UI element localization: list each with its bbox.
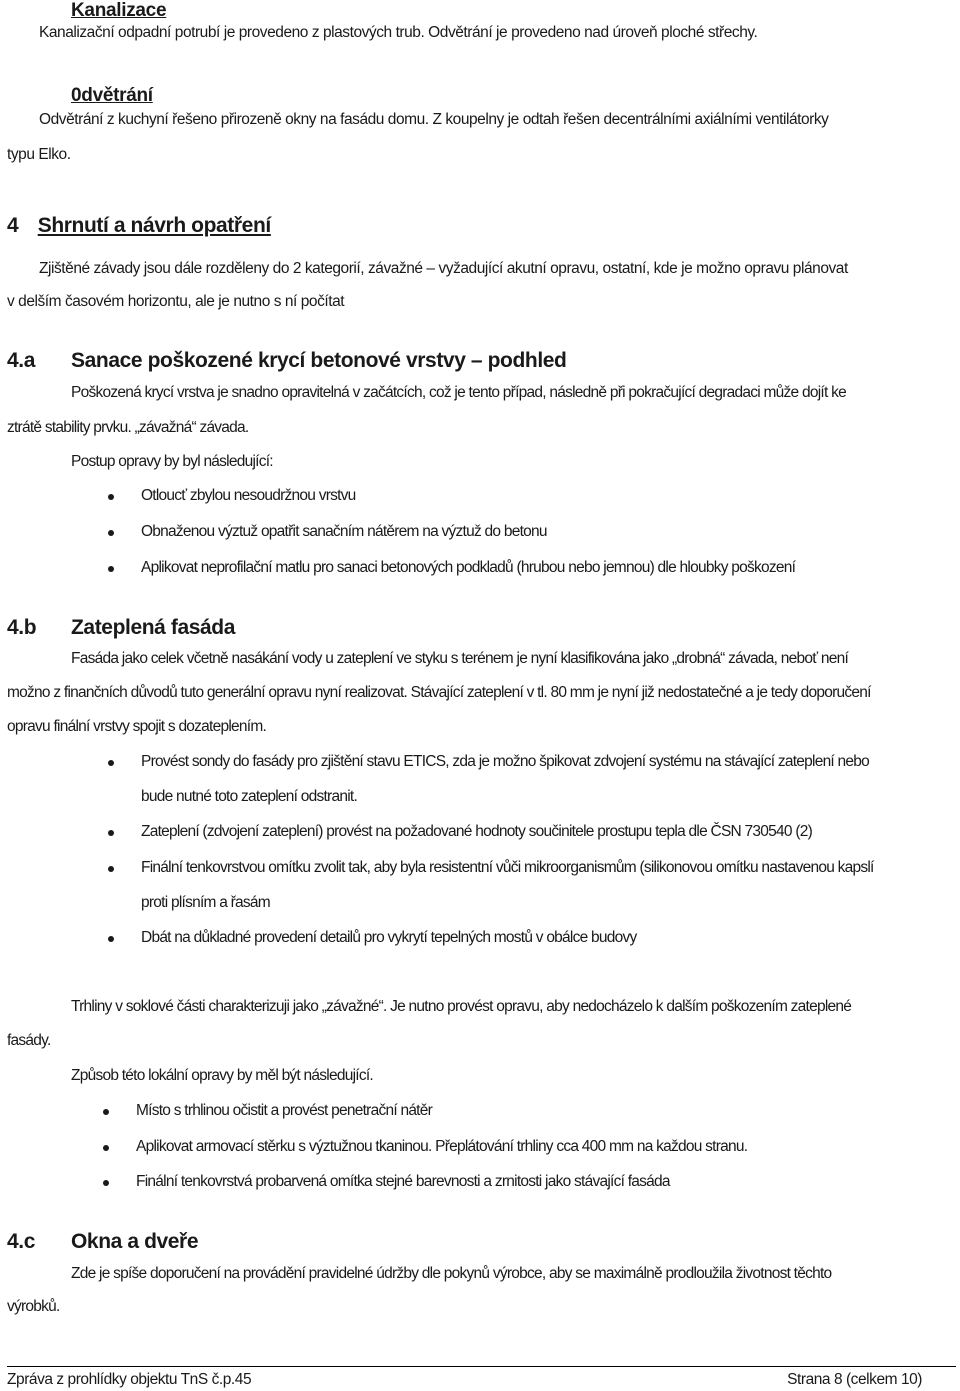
section-4-title: Shrnutí a návrh opatření <box>37 214 271 237</box>
section-4b-cracks-line1: Trhliny v soklové části charakterizuji jako „závažné“. Je nutno provést opravu, aby nedocházelo k dalším poškozením zateplené <box>71 998 852 1015</box>
section-4c-title: Okna a dveře <box>71 1230 199 1253</box>
section-4a-number: 4.a <box>7 349 35 372</box>
footer-rule <box>7 1366 956 1367</box>
bullet-icon <box>108 760 114 766</box>
section-4-heading <box>7 214 271 238</box>
bullet-icon <box>108 866 114 872</box>
footer-page-number: Strana 8 (celkem 10) <box>787 1371 922 1388</box>
section-4a-title: Sanace poškozené krycí betonové vrstvy – podhled <box>71 349 567 372</box>
section-4b-paragraph-line1: Fasáda jako celek včetně nasákání vody u zateplení ve styku s terénem je nyní klasifikována jako „drobná“ závada, neboť není <box>71 650 849 667</box>
section-4b-repair-bullet-2: Aplikovat armovací stěrku s výztužnou tkaninou. Přeplátování trhliny cca 400 mm na každou stranu. <box>136 1138 748 1155</box>
section-4b-bullet-3-line1: Finální tenkovrstvou omítku zvolit tak, aby byla resistentní vůči mikroorganismům (silikonovou omítku nastavenou kapslí <box>141 859 874 876</box>
section-4-paragraph-line1: Zjištěné závady jsou dále rozděleny do 2 kategorií, závažné – vyžadující akutní opravu, ostatní, kde je možno opravu plánovat <box>39 260 848 277</box>
section-4b-repair-intro: Způsob této lokální opravy by měl být následující. <box>71 1067 373 1084</box>
section-4-paragraph-line2: v delším časovém horizontu, ale je nutno s ní počítat <box>7 293 345 310</box>
section-4b-bullet-3-line2: proti plísním a řasám <box>141 894 270 911</box>
section-4b-cracks-line2: fasády. <box>7 1032 51 1049</box>
bullet-icon <box>103 1109 109 1115</box>
section-4a-paragraph-line1: Poškozená krycí vrstva je snadno opravitelná v začátcích, což je tento případ, následně při pokračující degradaci může dojít ke <box>71 384 846 401</box>
section-4b-bullet-4: Dbát na důkladné provedení detailů pro vykrytí tepelných mostů v obálce budovy <box>141 929 637 946</box>
section-4a-procedure-intro: Postup opravy by byl následující: <box>71 453 273 470</box>
bullet-icon <box>108 830 114 836</box>
section-4a-bullet-2: Obnaženou výztuž opatřit sanačním nátěrem na výztuž do betonu <box>141 523 547 540</box>
bullet-icon <box>103 1145 109 1151</box>
bullet-icon <box>108 530 114 536</box>
section-4b-repair-bullet-1: Místo s trhlinou očistit a provést penetrační nátěr <box>136 1102 433 1119</box>
section-4c-number: 4.c <box>7 1230 35 1253</box>
section-4c-paragraph-line2: výrobků. <box>7 1298 60 1315</box>
bullet-icon <box>108 566 114 572</box>
section-4b-number: 4.b <box>7 616 37 639</box>
section-4b-title: Zateplená fasáda <box>71 616 235 639</box>
section-4b-bullet-2: Zateplení (zdvojení zateplení) provést na požadované hodnoty součinitele prostupu tepla dle ČSN 730540 (2) <box>141 823 813 840</box>
section-4a-paragraph-line2: ztrátě stability prvku. „závažná“ závada. <box>7 419 249 436</box>
bullet-icon <box>103 1180 109 1186</box>
heading-kanalizace: Kanalizace <box>71 0 167 21</box>
section-4a-bullet-3: Aplikovat neprofilační matlu pro sanaci betonových podkladů (hrubou nebo jemnou) dle hloubky poškození <box>141 559 796 576</box>
bullet-icon <box>108 936 114 942</box>
section-4b-paragraph-line2: možno z finančních důvodů tuto generální opravu nyní realizovat. Stávající zateplení v tl. 80 mm je nyní již nedostatečné a je tedy doporučení <box>7 684 871 701</box>
bullet-icon <box>108 494 114 500</box>
section-4b-bullet-1-line1: Provést sondy do fasády pro zjištění stavu ETICS, zda je možno špikovat zdvojení systému na stávající zateplení nebo <box>141 753 870 770</box>
section-4a-bullet-1: Otloucť zbylou nesoudržnou vrstvu <box>141 487 356 504</box>
footer-document-title: Zpráva z prohlídky objektu TnS č.p.45 <box>7 1371 252 1388</box>
heading-odvetrani: 0dvětrání <box>71 85 153 106</box>
section-4b-paragraph-line3: opravu finální vrstvy spojit s dozateplením. <box>7 718 267 735</box>
paragraph-odvetrani-line1: Odvětrání z kuchyní řešeno přirozeně okny na fasádu domu. Z koupelny je odtah řešen decentrálními axiálními ventilátorky <box>39 111 829 128</box>
section-4b-bullet-1-line2: bude nutné toto zateplení odstranit. <box>141 788 358 805</box>
paragraph-kanalizace: Kanalizační odpadní potrubí je provedeno z plastových trub. Odvětrání je provedeno nad úroveň ploché střechy. <box>39 24 758 41</box>
section-4c-paragraph-line1: Zde je spíše doporučení na provádění pravidelné údržby dle pokynů výrobce, aby se maximálně prodloužila životnost těchto <box>71 1265 832 1282</box>
section-4b-repair-bullet-3: Finální tenkovrstvá probarvená omítka stejné barevnosti a zrnitosti jako stávající fasáda <box>136 1173 670 1190</box>
paragraph-odvetrani-line2: typu Elko. <box>7 146 71 163</box>
section-4-number: 4 <box>7 214 19 237</box>
